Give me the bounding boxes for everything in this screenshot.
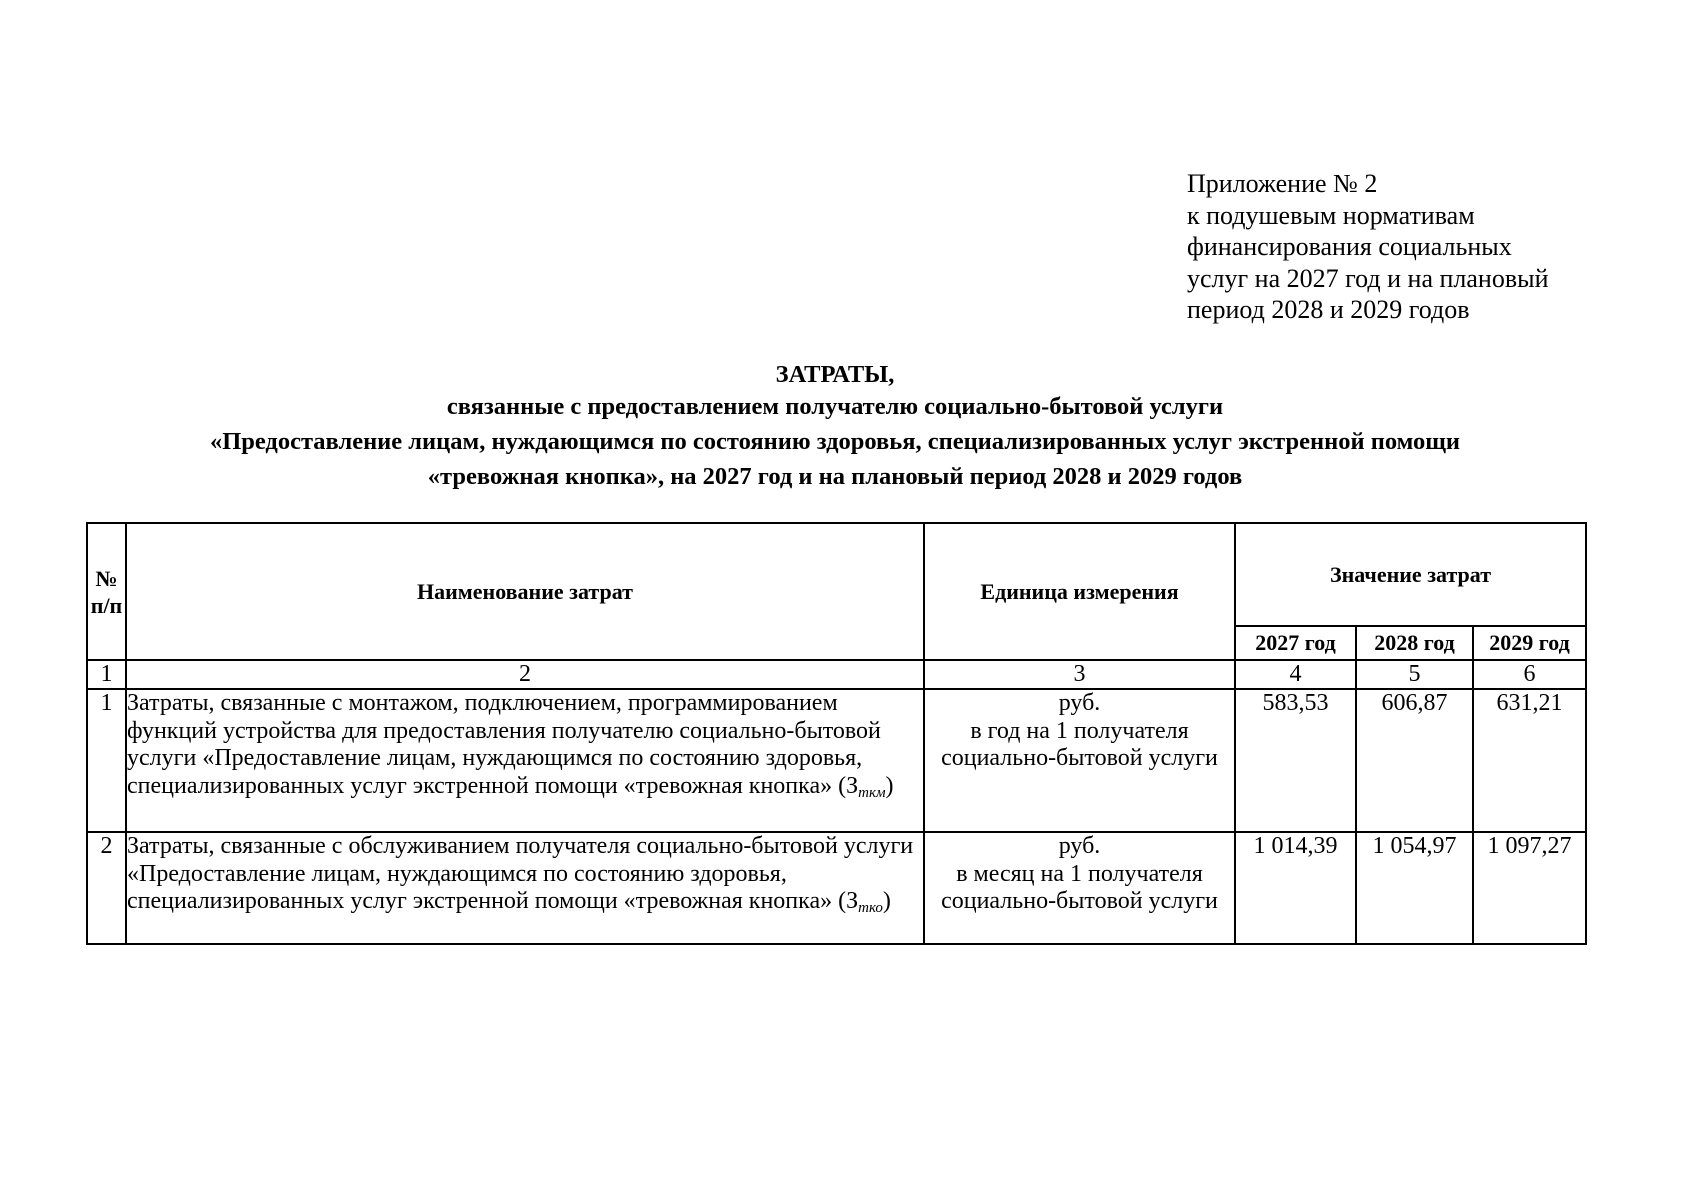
cost-name-suffix: ): [885, 772, 894, 799]
column-index: 1: [87, 660, 126, 689]
header-number: [87, 523, 126, 660]
value-2029: 631,21: [1473, 689, 1586, 832]
cost-unit: [924, 689, 1235, 832]
column-index: 6: [1473, 660, 1586, 689]
document-subtitle-line: связанные с предоставлением получателю социально-бытовой услуги: [446, 393, 1224, 420]
value-2029: 1 097,27: [1473, 832, 1586, 944]
appendix-line: Приложение № 2: [1187, 169, 1378, 198]
table-row: [87, 689, 1586, 832]
column-index: 2: [126, 660, 924, 689]
cost-name-text: Затраты, связанные с монтажом, подключением, программированием функций устройства для предоставления получателю социально-бытовой услуги «Предоставление лицам, нуждающимся по состоянию здоровья, специализированных услуг экстренной помощи «тревожная кнопка» (З: [127, 690, 881, 799]
row-number: 1: [87, 689, 126, 832]
table-header-row: [87, 523, 1586, 626]
cost-name-subscript: тко: [858, 900, 883, 916]
unit-line: социально-бытовой услуги: [941, 888, 1218, 914]
appendix-line: к подушевым нормативам: [1187, 200, 1475, 230]
unit-line: руб.: [1058, 833, 1101, 859]
cost-name: [126, 689, 924, 832]
column-index: 5: [1356, 660, 1473, 689]
header-number-line: №: [95, 565, 118, 591]
cost-name-subscript: ткм: [858, 784, 886, 801]
unit-line: в год на 1 получателя: [970, 717, 1189, 744]
header-name: Наименование затрат: [126, 523, 924, 660]
unit-line: социально-бытовой услуги: [941, 745, 1218, 771]
column-index: 3: [924, 660, 1235, 689]
header-values: Значение затрат: [1235, 523, 1586, 626]
appendix-line: финансирования социальных: [1187, 232, 1512, 261]
unit-line: в месяц на 1 получателя: [956, 860, 1203, 887]
column-index: 4: [1235, 660, 1356, 689]
value-2027: 1 014,39: [1235, 832, 1356, 944]
cost-name: [126, 832, 924, 944]
document-title: ЗАТРАТЫ,: [775, 361, 895, 388]
cost-name-text: Затраты, связанные с обслуживанием получателя социально-бытовой услуги «Предоставление лицам, нуждающимся по состоянию здоровья, специализированных услуг экстренной помощи «тревожная кнопка» (З: [127, 833, 914, 914]
column-index-row: [87, 660, 1586, 689]
header-year: 2028 год: [1356, 626, 1473, 660]
header-year: 2029 год: [1473, 626, 1586, 660]
header-unit: Единица измерения: [924, 523, 1235, 660]
row-number: 2: [87, 832, 126, 944]
table-row: [87, 832, 1586, 944]
appendix-block: [1187, 168, 1627, 326]
cost-unit: [924, 832, 1235, 944]
value-2027: 583,53: [1235, 689, 1356, 832]
appendix-line: услуг на 2027 год и на плановый: [1187, 263, 1549, 293]
appendix-line: период 2028 и 2029 годов: [1187, 295, 1470, 324]
unit-line: руб.: [1058, 690, 1101, 716]
document-subtitle-line: «тревожная кнопка», на 2027 год и на плановый период 2028 и 2029 годов: [427, 463, 1243, 490]
value-2028: 1 054,97: [1356, 832, 1473, 944]
document-subtitle-line: «Предоставление лицам, нуждающимся по состоянию здоровья, специализированных услуг экстренной помощи: [209, 428, 1461, 455]
cost-name-suffix: ): [882, 888, 891, 914]
costs-table: [86, 522, 1587, 945]
value-2028: 606,87: [1356, 689, 1473, 832]
header-year: 2027 год: [1235, 626, 1356, 660]
header-number-line: п/п: [90, 592, 123, 618]
